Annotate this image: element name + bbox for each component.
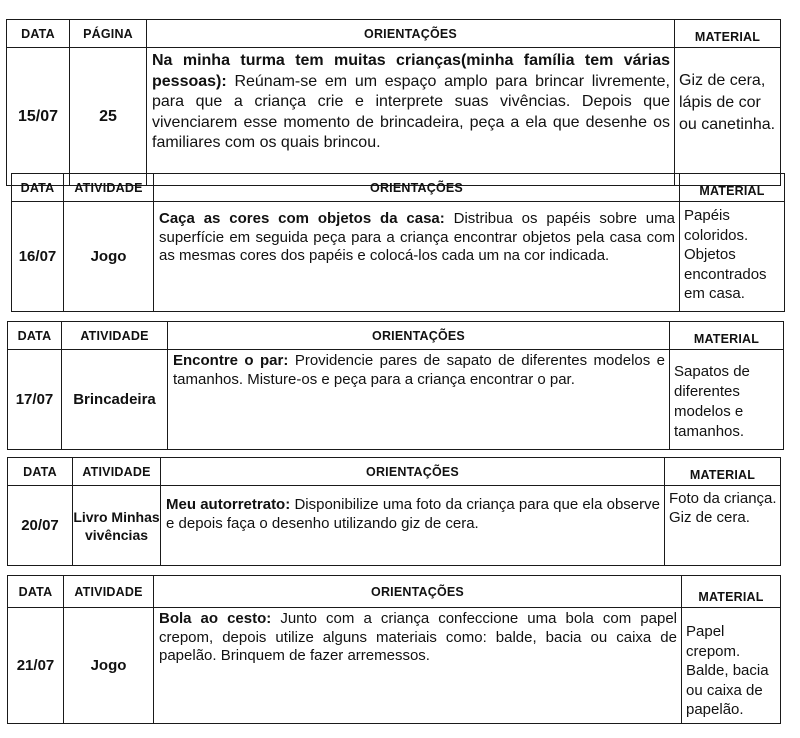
- activity-orientation: [168, 350, 670, 450]
- activity-type: Jogo: [64, 202, 154, 312]
- activity-orientation: [154, 608, 682, 724]
- header-date: DATA: [8, 458, 73, 486]
- activity-title: Na minha turma tem muitas crianças(minha família tem várias pessoas):: [152, 52, 670, 90]
- header-page: PÁGINA: [70, 20, 147, 48]
- header-activity: ATIVIDADE: [73, 458, 161, 486]
- activity-text: Junto com a criança confeccione uma bola com papel crepom, depois utilize alguns materiais como: balde, bacia ou caixa de papelão. Brinquem de fazer arremessos.: [159, 610, 678, 664]
- activity-material: Sapatos de diferentes modelos e tamanhos.: [670, 350, 784, 450]
- activity-text: Disponibilize uma foto da criança para que ela observe e depois faça o desenho utilizando giz de cera.: [166, 496, 660, 532]
- activity-text: Providencie pares de sapato de diferentes modelos e tamanhos. Misture-os e peça para a criança encontrar o par.: [173, 352, 666, 388]
- header-material: MATERIAL: [665, 458, 781, 486]
- activity-date: 21/07: [8, 608, 64, 724]
- activity-table-5: [7, 575, 781, 724]
- header-material: MATERIAL: [675, 20, 781, 48]
- activity-type: Jogo: [64, 608, 154, 724]
- activity-date: 15/07: [7, 48, 70, 186]
- activity-title: Bola ao cesto:: [159, 610, 272, 627]
- header-material: MATERIAL: [680, 174, 785, 202]
- activity-page: 25: [70, 48, 147, 186]
- activity-material: Papel crepom. Balde, bacia ou caixa de papelão.: [682, 608, 781, 724]
- header-activity: ATIVIDADE: [62, 322, 168, 350]
- header-date: DATA: [8, 576, 64, 608]
- activity-material: Foto da criança. Giz de cera.: [665, 486, 781, 566]
- activity-text: Distribua os papéis sobre uma superfície em seguida peça para a criança encontrar objetos pela casa com as mesmas cores dos papéis e colocá-los cada um na cor indicada.: [159, 210, 675, 264]
- activity-table-3: [7, 321, 784, 450]
- header-material: MATERIAL: [682, 576, 781, 608]
- activity-title: Caça as cores com objetos da casa:: [159, 210, 445, 227]
- activity-type: Livro Minhas vivências: [73, 486, 161, 566]
- activity-orientation: [154, 202, 680, 312]
- activity-orientation: [147, 48, 675, 186]
- header-material: MATERIAL: [670, 322, 784, 350]
- activity-table-4: [7, 457, 781, 566]
- activity-orientation: [161, 486, 665, 566]
- activity-table-2: [11, 173, 785, 312]
- activity-title: Meu autorretrato:: [166, 496, 291, 513]
- header-orientations: ORIENTAÇÕES: [154, 174, 680, 202]
- activity-material: Giz de cera, lápis de cor ou canetinha.: [675, 48, 781, 186]
- activity-table-1: [6, 19, 781, 186]
- header-orientations: ORIENTAÇÕES: [161, 458, 665, 486]
- header-date: DATA: [12, 174, 64, 202]
- activity-material: Papéis coloridos. Objetos encontrados em casa.: [680, 202, 785, 312]
- header-orientations: ORIENTAÇÕES: [168, 322, 670, 350]
- header-orientations: ORIENTAÇÕES: [147, 20, 675, 48]
- activity-date: 20/07: [8, 486, 73, 566]
- activity-date: 17/07: [8, 350, 62, 450]
- header-date: DATA: [7, 20, 70, 48]
- activity-title: Encontre o par:: [173, 352, 289, 369]
- activity-text: Reúnam-se em um espaço amplo para brincar livremente, para que a criança crie e interprete suas vivências. Depois que vivenciarem esse momento de brincadeira, peça a ela que desenhe os familiares com os quais brincou.: [152, 72, 671, 151]
- activity-type: Brincadeira: [62, 350, 168, 450]
- header-orientations: ORIENTAÇÕES: [154, 576, 682, 608]
- header-activity: ATIVIDADE: [64, 576, 154, 608]
- header-activity: ATIVIDADE: [64, 174, 154, 202]
- activity-date: 16/07: [12, 202, 64, 312]
- header-date: DATA: [8, 322, 62, 350]
